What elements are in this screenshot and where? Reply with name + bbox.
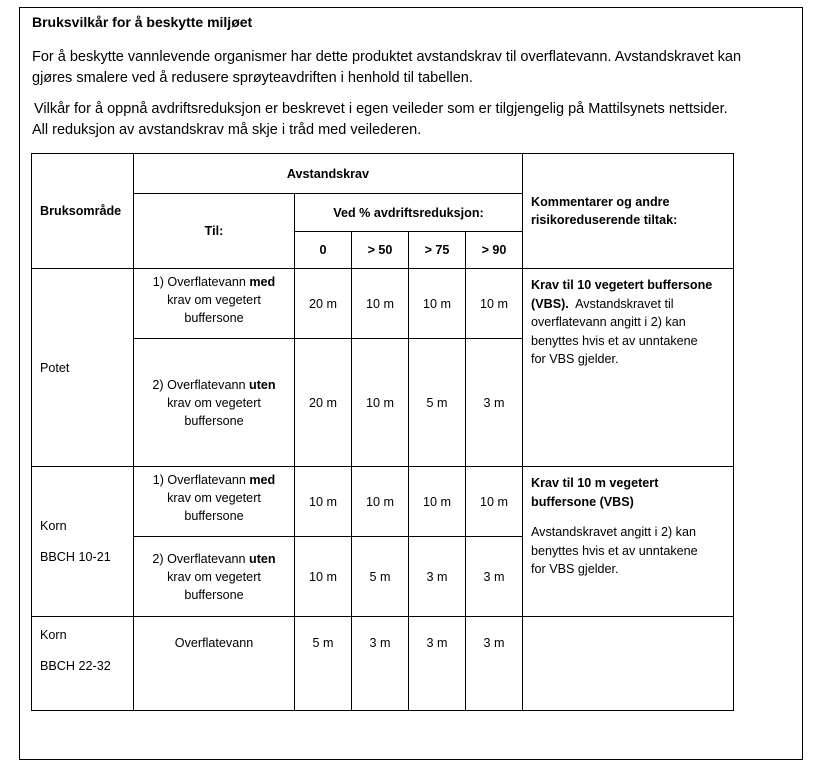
header-reduction-0: 0 [295, 232, 352, 269]
value-cell: 10 m [466, 269, 523, 339]
comment-korn-10-21 [523, 467, 734, 617]
bruksomrade-text: BBCH 10-21 [40, 549, 111, 564]
comment-korn-22-32 [523, 617, 734, 711]
comment-text: benyttes hvis et av unntakene [531, 333, 698, 348]
til-text: buffersone [184, 413, 244, 428]
header-reduction-50: > 50 [352, 232, 409, 269]
value-cell: 10 m [295, 467, 352, 537]
value-cell: 3 m [409, 617, 466, 711]
til-cell [134, 339, 295, 467]
bruksomrade-korn-10-21 [32, 467, 134, 617]
comment-text: Avstandskravet angitt i 2) kan [531, 525, 696, 539]
guidance-line-2: All reduksjon av avstandskrav må skje i tråd med veilederen. [32, 122, 422, 138]
til-emphasis: med [249, 473, 276, 487]
til-text: buffersone [184, 509, 244, 523]
til-text: krav om vegetert [167, 491, 261, 505]
til-text: 2) Overflatevann [152, 377, 249, 392]
value-cell: 5 m [352, 537, 409, 617]
til-text: 1) Overflatevann [152, 473, 250, 487]
comment-emphasis: buffersone (VBS) [531, 494, 634, 509]
header-reduction-90: > 90 [466, 232, 523, 269]
comment-text: for VBS gjelder. [531, 352, 619, 366]
header-bruksomrade: Bruksområde [32, 154, 134, 269]
value-cell: 5 m [409, 339, 466, 467]
comment-text: Avstandskravet til [568, 296, 674, 311]
til-cell [134, 467, 295, 537]
til-text: buffersone [184, 311, 244, 325]
til-text: krav om vegetert [167, 395, 261, 410]
value-cell: 3 m [466, 617, 523, 711]
comment-text: benyttes hvis et av unntakene [531, 543, 698, 558]
til-text: krav om vegetert [167, 569, 261, 584]
table-row [32, 467, 734, 537]
value-cell: 10 m [295, 537, 352, 617]
bruksomrade-korn-22-32 [32, 617, 134, 711]
comment-emphasis: (VBS). [531, 296, 569, 311]
value-cell: 5 m [295, 617, 352, 711]
value-cell: 3 m [466, 339, 523, 467]
comment-potet [523, 269, 734, 467]
value-cell: 10 m [466, 467, 523, 537]
table-row [32, 269, 734, 339]
comment-text: for VBS gjelder. [531, 562, 619, 576]
header-ved-reduction: Ved % avdriftsreduksjon: [295, 194, 523, 232]
til-emphasis: med [249, 275, 276, 289]
til-cell [134, 537, 295, 617]
intro-line-2: gjøres smalere ved å redusere sprøyteavdriften i henhold til tabellen. [32, 70, 473, 86]
comment-emphasis: Krav til 10 vegetert buffersone [531, 278, 713, 292]
value-cell: 10 m [352, 467, 409, 537]
header-til: Til: [134, 194, 295, 269]
til-text: 1) Overflatevann [152, 275, 250, 289]
header-comments-line-2: risikoreduserende tiltak: [531, 213, 678, 227]
bruksomrade-text: Korn [40, 518, 67, 533]
distance-table [31, 153, 734, 711]
value-cell: 3 m [352, 617, 409, 711]
value-cell: 20 m [295, 269, 352, 339]
bruksomrade-potet: Potet [32, 269, 134, 467]
til-emphasis: uten [249, 551, 276, 566]
header-comments [523, 154, 734, 269]
til-emphasis: uten [249, 377, 276, 392]
header-avstandskrav: Avstandskrav [134, 154, 523, 194]
section-title: Bruksvilkår for å beskytte miljøet [32, 14, 253, 30]
til-text: krav om vegetert [167, 293, 261, 307]
header-reduction-75: > 75 [409, 232, 466, 269]
til-text: buffersone [184, 587, 244, 602]
value-cell: 10 m [409, 269, 466, 339]
value-cell: 20 m [295, 339, 352, 467]
guidance-paragraph [32, 99, 792, 141]
guidance-line-1: Vilkår for å oppnå avdriftsreduksjon er beskrevet i egen veileder som er tilgjengelig på Mattilsynets nettsider. [34, 101, 728, 117]
table-row [32, 617, 734, 711]
value-cell: 10 m [409, 467, 466, 537]
value-cell: 3 m [466, 537, 523, 617]
til-cell: Overflatevann [134, 617, 295, 711]
bruksomrade-text: Korn [40, 628, 67, 642]
comment-emphasis: Krav til 10 m vegetert [531, 476, 659, 490]
bruksomrade-text: BBCH 22-32 [40, 659, 111, 673]
comment-text: overflatevann angitt i 2) kan [531, 315, 686, 329]
value-cell: 10 m [352, 269, 409, 339]
header-comments-line-1: Kommentarer og andre [531, 195, 670, 209]
value-cell: 10 m [352, 339, 409, 467]
til-text: 2) Overflatevann [152, 551, 249, 566]
value-cell: 3 m [409, 537, 466, 617]
intro-paragraph [32, 47, 792, 89]
intro-line-1: For å beskytte vannlevende organismer har dette produktet avstandskrav til overflatevann. Avstandskravet kan [32, 49, 742, 65]
til-cell [134, 269, 295, 339]
